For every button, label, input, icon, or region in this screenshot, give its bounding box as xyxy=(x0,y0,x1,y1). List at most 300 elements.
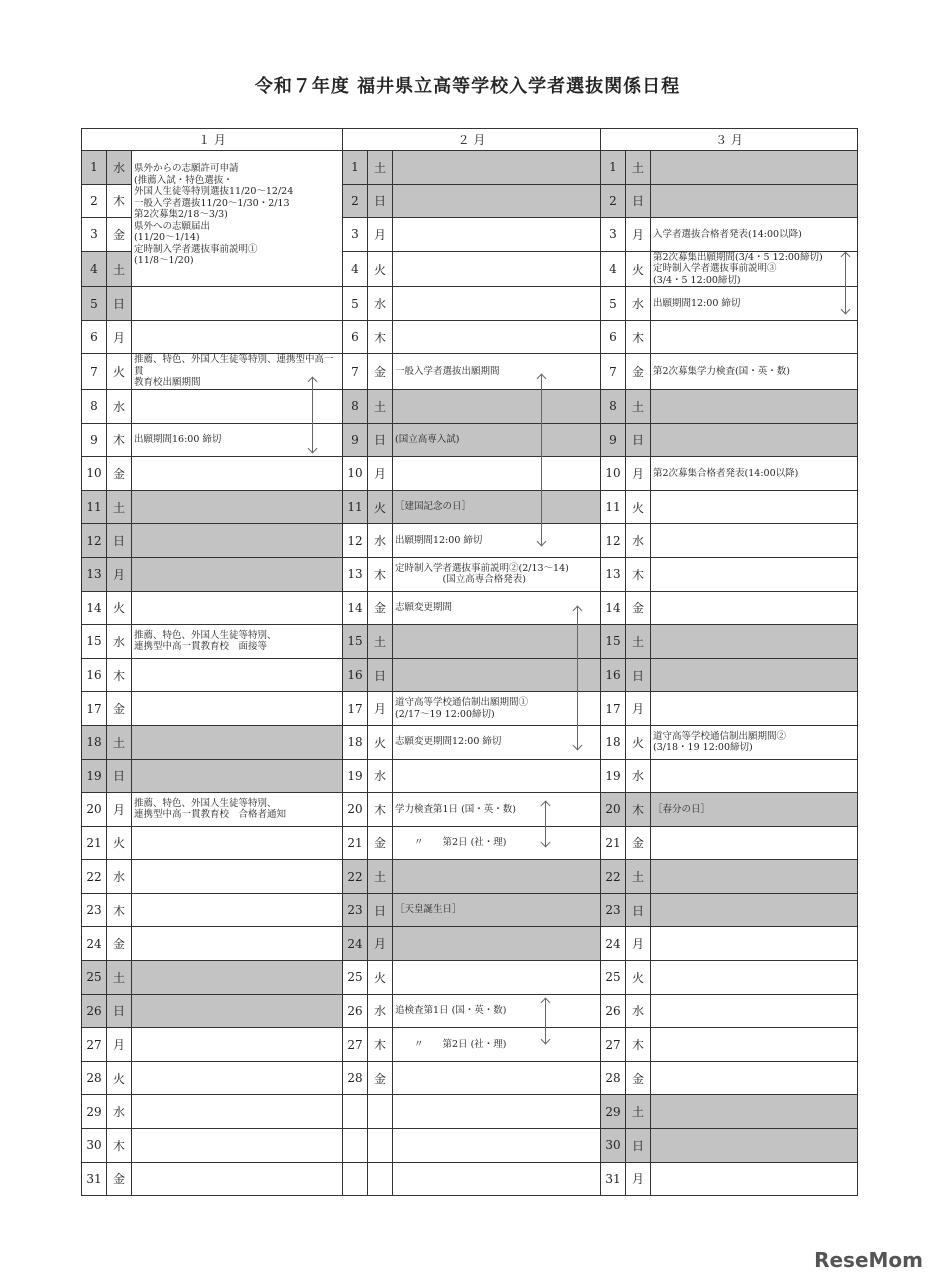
weekday: 木 xyxy=(107,1129,132,1163)
day-number: 31 xyxy=(601,1162,626,1196)
event-cell xyxy=(651,423,858,457)
weekday: 木 xyxy=(626,320,651,354)
day-number: 10 xyxy=(343,457,368,491)
event-cell xyxy=(132,524,343,558)
event-cell xyxy=(132,1028,343,1062)
event-cell xyxy=(132,658,343,692)
event-cell: 〃 第2日 (社・理) xyxy=(393,1028,601,1062)
day-row xyxy=(82,490,858,524)
weekday: 金 xyxy=(107,692,132,726)
day-number: 2 xyxy=(343,184,368,218)
event-cell: 志願変更期間12:00 締切 xyxy=(393,725,601,759)
weekday: 水 xyxy=(107,1095,132,1129)
day-number: 24 xyxy=(601,927,626,961)
event-cell: 入学者選抜合格者発表(14:00以降) xyxy=(651,218,858,252)
event-cell xyxy=(132,1129,343,1163)
weekday: 土 xyxy=(107,490,132,524)
event-cell xyxy=(132,557,343,591)
day-number: 6 xyxy=(343,320,368,354)
month-header-row xyxy=(82,129,858,151)
weekday: 木 xyxy=(368,320,393,354)
weekday: 金 xyxy=(107,1162,132,1196)
event-cell xyxy=(651,389,858,423)
day-number: 16 xyxy=(601,658,626,692)
day-number: 14 xyxy=(82,591,107,625)
day-number: 6 xyxy=(601,320,626,354)
day-number: 18 xyxy=(82,725,107,759)
day-row xyxy=(82,793,858,827)
event-cell xyxy=(651,524,858,558)
day-number: 29 xyxy=(82,1095,107,1129)
event-cell: 定時制入学者選抜事前説明②(2/13～14) (国立高専合格発表) xyxy=(393,557,601,591)
period-arrow-icon xyxy=(545,802,546,846)
weekday: 水 xyxy=(626,759,651,793)
day-number: 10 xyxy=(82,457,107,491)
day-row xyxy=(82,893,858,927)
weekday: 金 xyxy=(626,1061,651,1095)
event-cell: 追検査第1日 (国・英・数) xyxy=(393,994,601,1028)
weekday: 月 xyxy=(626,927,651,961)
day-number: 20 xyxy=(343,793,368,827)
schedule-calendar-table xyxy=(81,128,858,1196)
weekday: 金 xyxy=(107,927,132,961)
event-cell: 推薦、特色、外国人生徒等特別、 連携型中高一貫教育校 合格者通知 xyxy=(132,793,343,827)
event-cell xyxy=(132,1095,343,1129)
month-header: ３ 月 xyxy=(601,129,858,151)
month-header: １ 月 xyxy=(82,129,343,151)
event-cell xyxy=(132,826,343,860)
event-cell xyxy=(651,658,858,692)
event-cell xyxy=(132,287,343,321)
weekday: 木 xyxy=(107,658,132,692)
day-number: 11 xyxy=(601,490,626,524)
event-cell xyxy=(651,860,858,894)
day-row xyxy=(82,1028,858,1062)
weekday: 月 xyxy=(107,793,132,827)
weekday: 金 xyxy=(368,354,393,390)
weekday: 木 xyxy=(626,1028,651,1062)
weekday: 木 xyxy=(107,423,132,457)
event-cell xyxy=(393,457,601,491)
event-cell xyxy=(651,151,858,185)
event-cell xyxy=(132,860,343,894)
event-cell xyxy=(393,1095,601,1129)
event-cell xyxy=(132,994,343,1028)
weekday: 火 xyxy=(368,725,393,759)
weekday: 木 xyxy=(626,557,651,591)
event-cell xyxy=(132,961,343,995)
day-row xyxy=(82,826,858,860)
weekday: 水 xyxy=(626,994,651,1028)
weekday: 木 xyxy=(107,184,132,218)
day-number: 16 xyxy=(343,658,368,692)
day-number: 3 xyxy=(601,218,626,252)
weekday: 日 xyxy=(107,994,132,1028)
page-title: 令和７年度 福井県立高等学校入学者選抜関係日程 xyxy=(254,76,681,97)
event-cell xyxy=(651,625,858,659)
weekday: 水 xyxy=(368,524,393,558)
event-cell xyxy=(393,320,601,354)
weekday: 月 xyxy=(368,927,393,961)
day-number: 23 xyxy=(343,893,368,927)
day-number: 18 xyxy=(343,725,368,759)
event-cell xyxy=(651,184,858,218)
event-cell xyxy=(132,1162,343,1196)
period-arrow-icon xyxy=(577,607,578,749)
day-number: 24 xyxy=(82,927,107,961)
day-number: 1 xyxy=(601,151,626,185)
event-cell xyxy=(132,692,343,726)
day-number: 15 xyxy=(601,625,626,659)
event-cell xyxy=(393,1162,601,1196)
day-row xyxy=(82,524,858,558)
day-number: 29 xyxy=(601,1095,626,1129)
day-number: 25 xyxy=(343,961,368,995)
day-number: 8 xyxy=(601,389,626,423)
day-number: 19 xyxy=(82,759,107,793)
day-number: 14 xyxy=(343,591,368,625)
weekday: 土 xyxy=(107,251,132,287)
weekday: 日 xyxy=(626,1129,651,1163)
weekday: 火 xyxy=(626,251,651,287)
day-number xyxy=(343,1129,368,1163)
day-number: 28 xyxy=(601,1061,626,1095)
weekday: 金 xyxy=(107,457,132,491)
day-number: 24 xyxy=(343,927,368,961)
day-number: 17 xyxy=(343,692,368,726)
weekday: 金 xyxy=(626,354,651,390)
event-cell: 道守高等学校通信制出願期間① (2/17～19 12:00締切) xyxy=(393,692,601,726)
day-row xyxy=(82,151,858,185)
weekday: 月 xyxy=(626,1162,651,1196)
day-number: 21 xyxy=(601,826,626,860)
weekday: 日 xyxy=(626,423,651,457)
event-cell xyxy=(393,759,601,793)
day-row xyxy=(82,423,858,457)
day-number: 9 xyxy=(601,423,626,457)
day-number: 12 xyxy=(343,524,368,558)
day-number: 3 xyxy=(343,218,368,252)
weekday: 土 xyxy=(626,1095,651,1129)
day-number: 4 xyxy=(82,251,107,287)
weekday: 日 xyxy=(107,287,132,321)
weekday xyxy=(368,1162,393,1196)
weekday: 日 xyxy=(626,184,651,218)
event-cell xyxy=(132,457,343,491)
day-number: 14 xyxy=(601,591,626,625)
day-number: 28 xyxy=(82,1061,107,1095)
event-cell: ［天皇誕生日］ xyxy=(393,893,601,927)
day-number: 11 xyxy=(343,490,368,524)
event-cell xyxy=(651,759,858,793)
day-number: 27 xyxy=(601,1028,626,1062)
event-cell xyxy=(651,1162,858,1196)
event-cell: ［建国記念の日］ xyxy=(393,490,601,524)
day-row xyxy=(82,1162,858,1196)
weekday: 月 xyxy=(368,692,393,726)
day-row xyxy=(82,625,858,659)
period-arrow-icon xyxy=(541,375,542,545)
day-number: 17 xyxy=(601,692,626,726)
day-row xyxy=(82,457,858,491)
day-number: 13 xyxy=(343,557,368,591)
day-number: 21 xyxy=(82,826,107,860)
event-cell xyxy=(393,1129,601,1163)
weekday: 土 xyxy=(626,389,651,423)
weekday xyxy=(368,1129,393,1163)
weekday: 金 xyxy=(107,218,132,252)
day-number xyxy=(343,1095,368,1129)
day-row xyxy=(82,1095,858,1129)
weekday: 土 xyxy=(626,151,651,185)
day-number: 12 xyxy=(82,524,107,558)
event-cell: 第2次募集学力検査(国・英・数) xyxy=(651,354,858,390)
event-cell xyxy=(651,961,858,995)
day-row xyxy=(82,961,858,995)
day-row xyxy=(82,692,858,726)
event-cell xyxy=(651,826,858,860)
day-number: 23 xyxy=(82,893,107,927)
weekday: 土 xyxy=(626,625,651,659)
weekday: 水 xyxy=(626,524,651,558)
event-cell: ［春分の日］ xyxy=(651,793,858,827)
day-number: 8 xyxy=(82,389,107,423)
weekday: 金 xyxy=(368,1061,393,1095)
day-number xyxy=(343,1162,368,1196)
day-number: 26 xyxy=(601,994,626,1028)
day-row xyxy=(82,927,858,961)
day-number: 25 xyxy=(82,961,107,995)
day-row xyxy=(82,759,858,793)
event-cell xyxy=(651,927,858,961)
weekday: 月 xyxy=(626,218,651,252)
event-cell: 一般入学者選抜出願期間 xyxy=(393,354,601,390)
day-row xyxy=(82,658,858,692)
day-number: 5 xyxy=(343,287,368,321)
weekday: 火 xyxy=(107,354,132,390)
day-number: 19 xyxy=(343,759,368,793)
weekday: 火 xyxy=(107,591,132,625)
weekday: 日 xyxy=(368,184,393,218)
weekday: 日 xyxy=(626,658,651,692)
event-cell xyxy=(651,591,858,625)
weekday: 金 xyxy=(626,591,651,625)
event-cell: 道守高等学校通信制出願期間② (3/18・19 12:00締切) xyxy=(651,725,858,759)
day-number: 7 xyxy=(82,354,107,390)
event-cell xyxy=(393,251,601,287)
day-number: 26 xyxy=(82,994,107,1028)
day-row xyxy=(82,1129,858,1163)
day-number: 20 xyxy=(601,793,626,827)
weekday: 日 xyxy=(107,759,132,793)
day-number: 7 xyxy=(343,354,368,390)
day-number: 1 xyxy=(82,151,107,185)
event-cell: 推薦、特色、外国人生徒等特別、 連携型中高一貫教育校 面接等 xyxy=(132,625,343,659)
day-number: 4 xyxy=(601,251,626,287)
day-number: 1 xyxy=(343,151,368,185)
weekday: 日 xyxy=(368,893,393,927)
event-cell xyxy=(393,927,601,961)
weekday: 土 xyxy=(107,961,132,995)
event-cell: 推薦、特色、外国人生徒等特別、連携型中高一貫 教育校出願期間 xyxy=(132,354,343,390)
day-number: 22 xyxy=(82,860,107,894)
day-row xyxy=(82,320,858,354)
weekday: 土 xyxy=(368,860,393,894)
event-cell xyxy=(651,994,858,1028)
weekday: 金 xyxy=(368,591,393,625)
day-number: 12 xyxy=(601,524,626,558)
event-cell: 出願期間12:00 締切 xyxy=(651,287,858,321)
weekday: 水 xyxy=(368,287,393,321)
day-number: 30 xyxy=(601,1129,626,1163)
weekday: 木 xyxy=(107,893,132,927)
weekday: 日 xyxy=(368,658,393,692)
day-number: 25 xyxy=(601,961,626,995)
event-cell: 出願期間12:00 締切 xyxy=(393,524,601,558)
day-number: 2 xyxy=(82,184,107,218)
weekday: 金 xyxy=(368,826,393,860)
event-cell xyxy=(132,591,343,625)
day-number: 20 xyxy=(82,793,107,827)
day-row xyxy=(82,591,858,625)
weekday: 火 xyxy=(368,961,393,995)
weekday: 日 xyxy=(626,893,651,927)
event-cell xyxy=(132,725,343,759)
weekday: 月 xyxy=(368,218,393,252)
event-cell xyxy=(393,625,601,659)
weekday: 水 xyxy=(107,860,132,894)
day-number: 15 xyxy=(82,625,107,659)
weekday: 火 xyxy=(626,490,651,524)
weekday: 月 xyxy=(626,692,651,726)
event-cell xyxy=(651,1061,858,1095)
event-cell xyxy=(651,1028,858,1062)
weekday: 水 xyxy=(368,759,393,793)
day-number: 30 xyxy=(82,1129,107,1163)
day-row xyxy=(82,354,858,390)
weekday: 木 xyxy=(368,793,393,827)
weekday: 土 xyxy=(107,725,132,759)
day-number: 22 xyxy=(601,860,626,894)
event-cell xyxy=(393,860,601,894)
weekday: 木 xyxy=(368,557,393,591)
weekday: 水 xyxy=(107,389,132,423)
weekday: 木 xyxy=(626,793,651,827)
day-row xyxy=(82,557,858,591)
weekday: 日 xyxy=(107,524,132,558)
event-cell xyxy=(393,184,601,218)
day-number: 5 xyxy=(601,287,626,321)
event-cell: 第2次募集出願期間(3/4・5 12:00締切) 定時制入学者選抜事前説明③ (3/4・5 12:00締切) xyxy=(651,251,858,287)
day-row xyxy=(82,287,858,321)
day-number: 21 xyxy=(343,826,368,860)
day-number: 3 xyxy=(82,218,107,252)
period-arrow-icon xyxy=(312,378,313,452)
event-cell xyxy=(132,389,343,423)
weekday xyxy=(368,1095,393,1129)
event-cell: 県外からの志願許可申請 (推薦入試・特色選抜・ 外国人生徒等特別選抜11/20～12/24 一般入学者選抜11/20～1/30・2/13 第2次募集2/18～3/3) 県外への志願届出 (11/20～1/14) 定時制入学者選抜事前説明① (11/8～1/20) xyxy=(132,151,343,287)
event-cell: 出願期間16:00 締切 xyxy=(132,423,343,457)
weekday: 土 xyxy=(368,389,393,423)
period-arrow-icon xyxy=(545,999,546,1043)
day-number: 13 xyxy=(601,557,626,591)
event-cell: (国立高専入試) xyxy=(393,423,601,457)
weekday: 火 xyxy=(626,725,651,759)
day-number: 18 xyxy=(601,725,626,759)
day-row xyxy=(82,860,858,894)
weekday: 火 xyxy=(107,1061,132,1095)
day-number: 8 xyxy=(343,389,368,423)
day-number: 16 xyxy=(82,658,107,692)
day-row xyxy=(82,725,858,759)
day-row xyxy=(82,389,858,423)
period-arrow-icon xyxy=(845,253,846,313)
watermark-logo: ReseMom xyxy=(814,1248,923,1272)
event-cell xyxy=(651,490,858,524)
month-header: ２ 月 xyxy=(343,129,601,151)
event-cell xyxy=(393,961,601,995)
day-number: 31 xyxy=(82,1162,107,1196)
weekday: 土 xyxy=(368,625,393,659)
day-number: 28 xyxy=(343,1061,368,1095)
event-cell: 第2次募集合格者発表(14:00以降) xyxy=(651,457,858,491)
event-cell: 学力検査第1日 (国・英・数) xyxy=(393,793,601,827)
event-cell: 志願変更期間 xyxy=(393,591,601,625)
day-number: 9 xyxy=(343,423,368,457)
weekday: 火 xyxy=(626,961,651,995)
weekday: 土 xyxy=(368,151,393,185)
event-cell xyxy=(651,557,858,591)
day-number: 22 xyxy=(343,860,368,894)
event-cell xyxy=(651,1129,858,1163)
weekday: 水 xyxy=(368,994,393,1028)
weekday: 月 xyxy=(368,457,393,491)
weekday: 月 xyxy=(107,1028,132,1062)
event-cell xyxy=(393,151,601,185)
day-row xyxy=(82,994,858,1028)
weekday: 水 xyxy=(107,625,132,659)
day-number: 11 xyxy=(82,490,107,524)
weekday: 月 xyxy=(107,320,132,354)
event-cell xyxy=(393,389,601,423)
event-cell xyxy=(132,1061,343,1095)
weekday: 月 xyxy=(626,457,651,491)
day-row xyxy=(82,1061,858,1095)
event-cell xyxy=(651,1095,858,1129)
day-number: 23 xyxy=(601,893,626,927)
event-cell xyxy=(132,490,343,524)
day-number: 19 xyxy=(601,759,626,793)
event-cell xyxy=(651,320,858,354)
weekday: 土 xyxy=(626,860,651,894)
event-cell xyxy=(651,692,858,726)
weekday: 月 xyxy=(107,557,132,591)
weekday: 火 xyxy=(368,490,393,524)
day-number: 9 xyxy=(82,423,107,457)
weekday: 水 xyxy=(626,287,651,321)
weekday: 火 xyxy=(107,826,132,860)
weekday: 木 xyxy=(368,1028,393,1062)
day-number: 10 xyxy=(601,457,626,491)
day-number: 27 xyxy=(82,1028,107,1062)
day-number: 7 xyxy=(601,354,626,390)
event-cell xyxy=(132,927,343,961)
day-number: 4 xyxy=(343,251,368,287)
day-number: 15 xyxy=(343,625,368,659)
weekday: 金 xyxy=(626,826,651,860)
event-cell xyxy=(132,320,343,354)
event-cell xyxy=(393,658,601,692)
